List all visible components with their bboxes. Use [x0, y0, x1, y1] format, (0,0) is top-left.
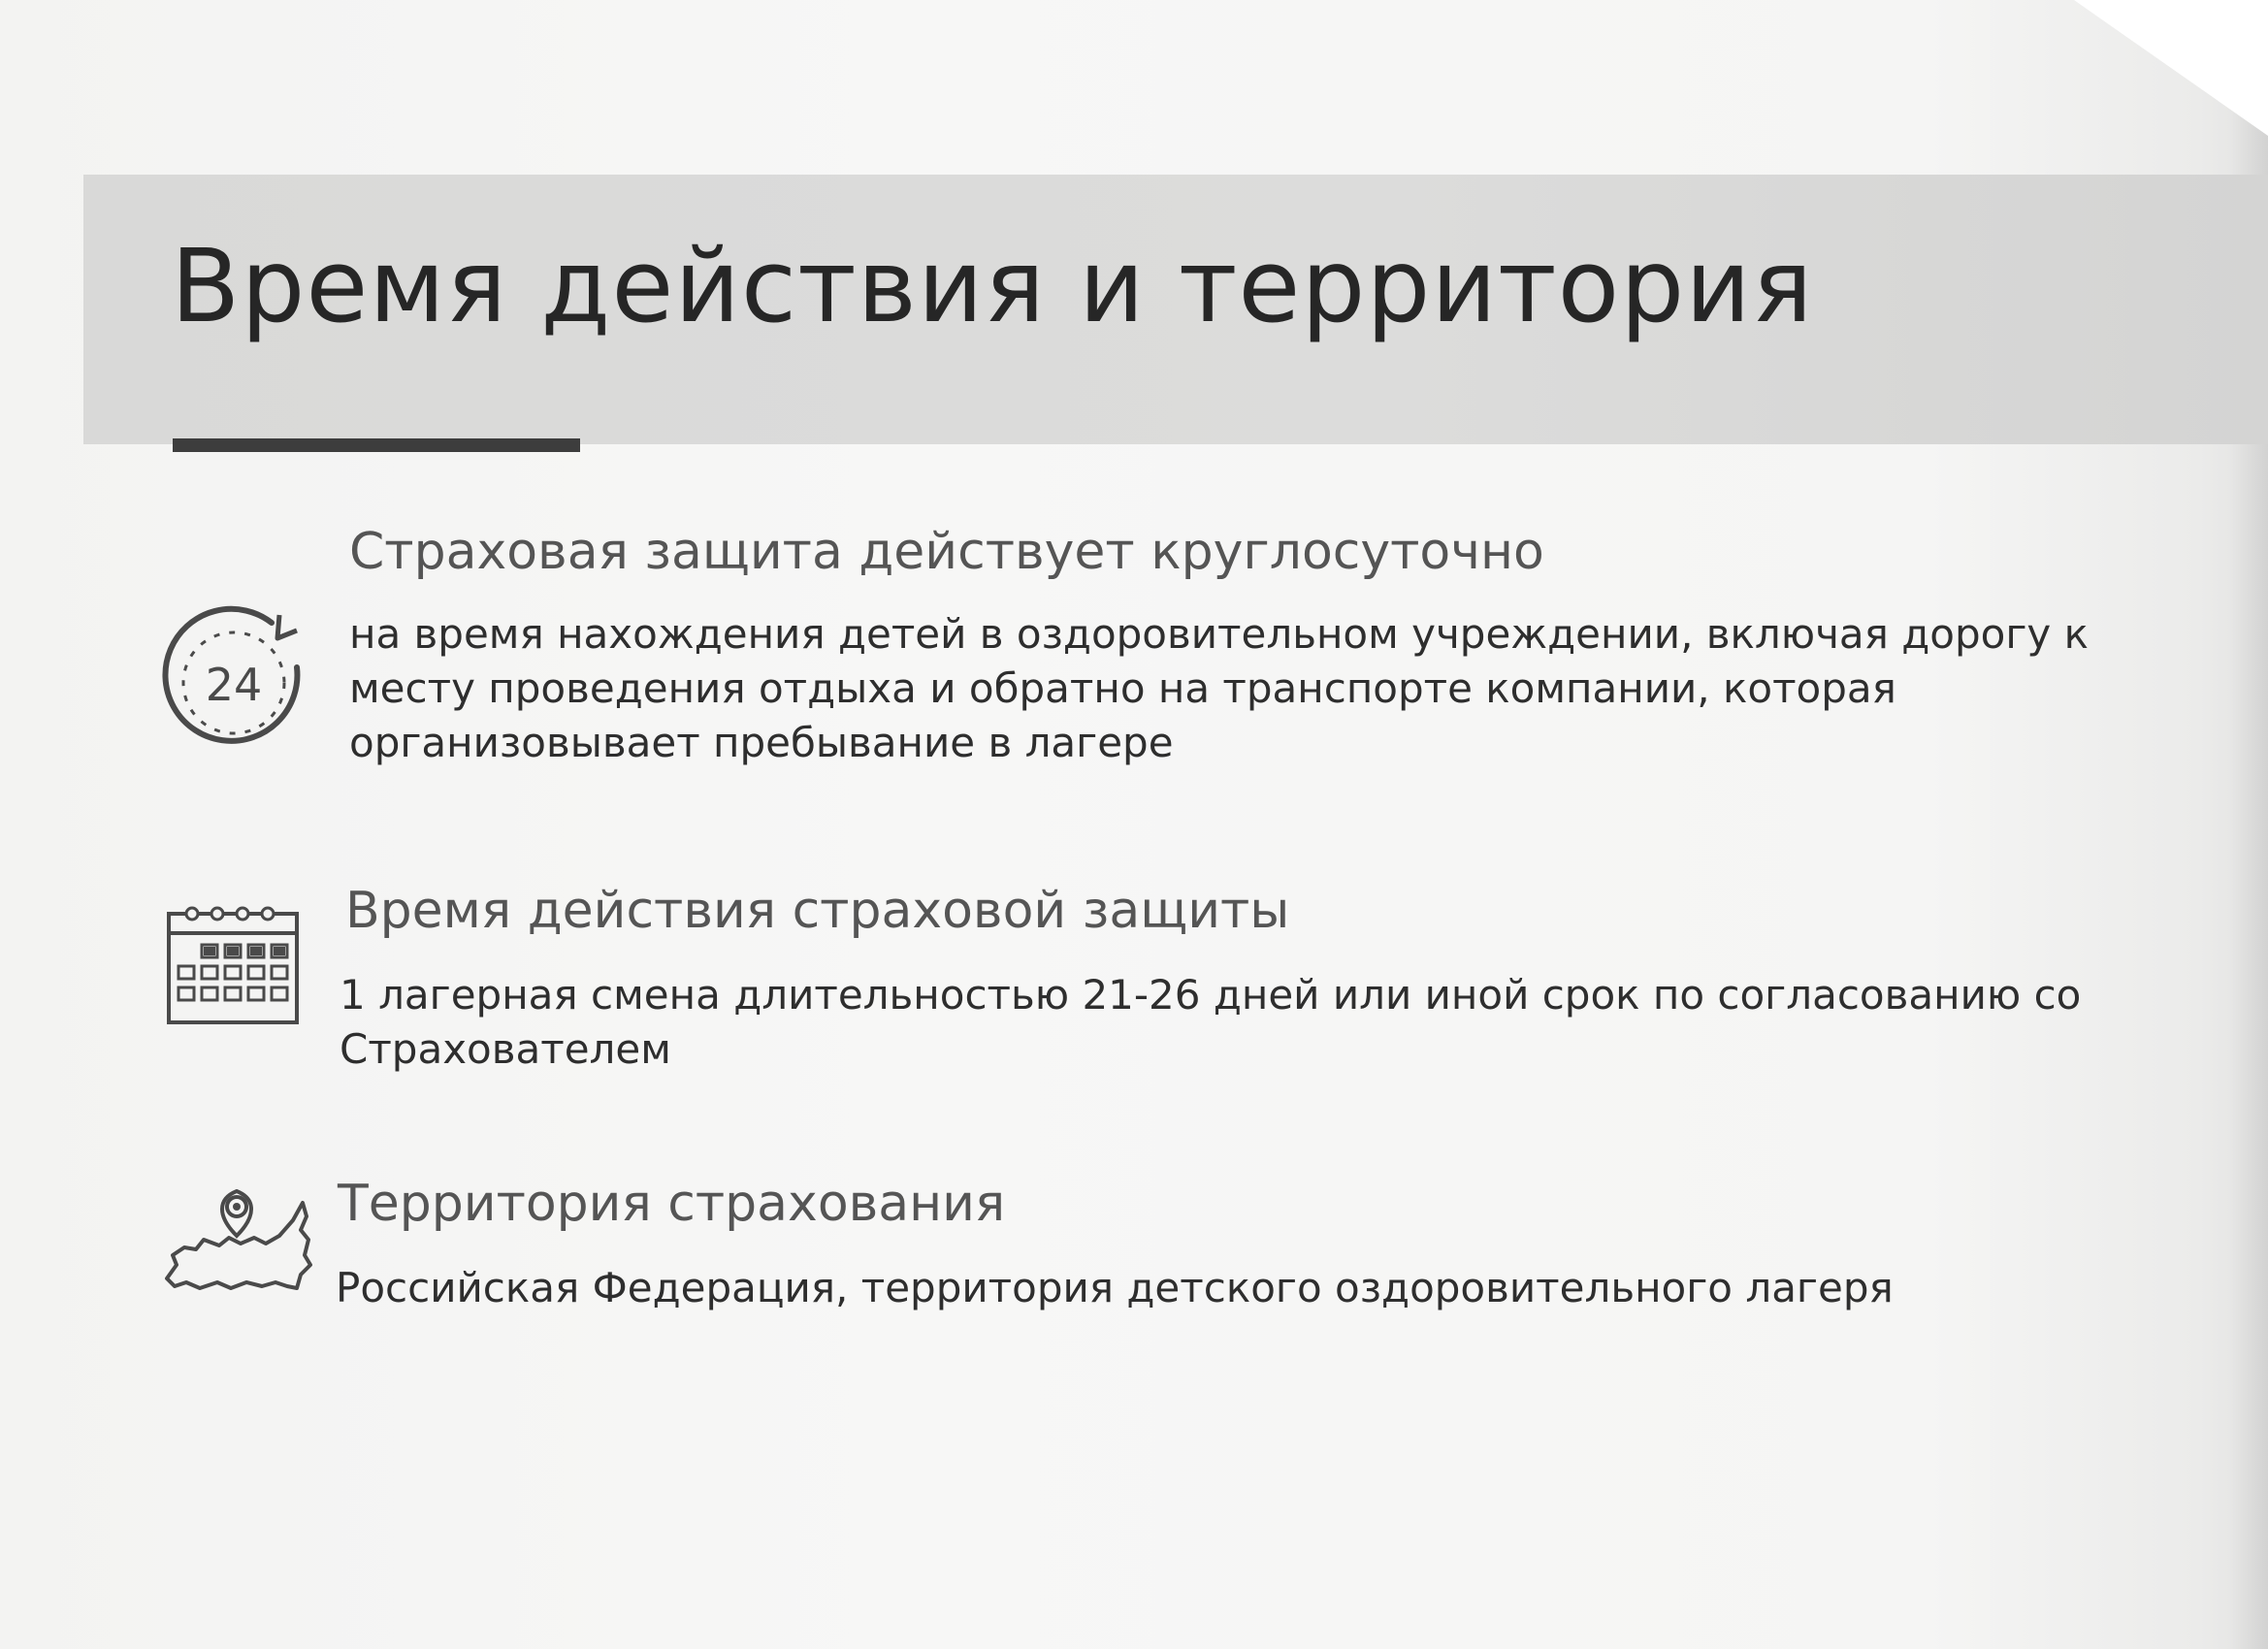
clock-24-label: 24 — [205, 659, 263, 711]
section-duration-body — [340, 968, 2081, 1077]
section-heading: Территория страхования — [338, 1175, 1006, 1233]
body-line: месту проведения отдыха и обратно на транспорте компании, которая — [349, 664, 1896, 712]
body-line: Российская Федерация, территория детского оздоровительного лагеря — [336, 1264, 1894, 1311]
section-duration — [345, 881, 1289, 941]
section-coverage-time — [349, 522, 1544, 582]
section-coverage-body — [349, 607, 2089, 770]
body-line: Страхователем — [340, 1025, 671, 1073]
body-line: 1 лагерная смена длительностью 21-26 дней или иной срок по согласованию со — [340, 971, 2082, 1018]
section-territory — [338, 1174, 1005, 1234]
section-territory-body — [336, 1261, 1894, 1315]
page-corner-fold — [2074, 0, 2268, 136]
calendar-icon — [165, 900, 301, 1026]
section-heading: Время действия страховой защиты — [345, 882, 1290, 940]
body-line: на время нахождения детей в оздоровительном учреждении, включая дорогу к — [349, 610, 2089, 658]
russia-map-pin-icon — [161, 1181, 316, 1298]
clock-24-icon — [155, 601, 312, 759]
section-heading: Страховая защита действует круглосуточно — [349, 523, 1544, 581]
page-title: Время действия и территория — [171, 227, 1814, 345]
body-line: организовывает пребывание в лагере — [349, 719, 1174, 766]
title-underline — [173, 438, 580, 452]
